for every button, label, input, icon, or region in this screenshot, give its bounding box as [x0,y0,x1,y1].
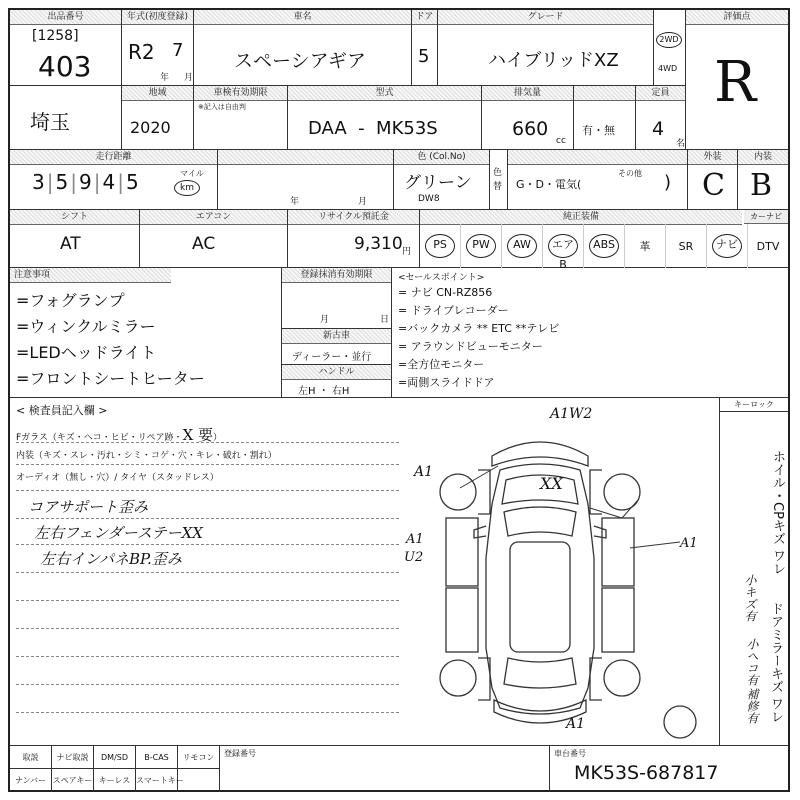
score-header: 評価点 [686,10,788,25]
inspector-note-1: コアサポート歪み [28,498,149,516]
wheel-rear-left [440,660,476,696]
diagram-mark-hood: XX [540,474,563,493]
registration-month: 月 [320,315,330,325]
chassis-number: MK53S-687817 [574,762,719,784]
auction-sheet [8,8,790,792]
recycle-header: リサイクル預託金 [288,210,419,225]
fuel-other: その他 [618,169,642,178]
sales-points-block [392,268,788,398]
diagram-mark-rear: A1 [566,716,586,732]
bottom-row [10,746,788,792]
mileage-digit: 5 [125,170,141,194]
recycle-cell [288,210,420,268]
dotted-line [16,490,399,491]
dealer-header: 新古車 [282,329,391,344]
equipment-item [543,224,584,271]
mileage-digit: 3 [32,170,47,194]
chassis-cell [550,746,788,792]
seats-header: 定員 [636,86,685,101]
seat-unit: 名 [676,139,686,149]
accessory-item: スペアキー [52,769,94,792]
mileage-digit: 5 [55,170,71,194]
sales-point-item: =両側スライドドア [398,376,495,389]
model-cell [288,86,482,150]
mileage-date-cell [218,150,394,210]
dotted-line [16,572,399,573]
equipment-item [666,224,707,268]
equipment-label: SR [678,239,694,253]
mileage-year-unit: 年 [290,197,300,207]
equipment-label: DTV [756,239,780,253]
keylock-vertical-1: ホイル・CPキズ ワレ [770,450,785,576]
diagram-mark-left-fender: A1 [414,464,434,480]
mileage-month-unit: 月 [358,197,368,207]
month: 7 [172,40,184,61]
diagram-mark-left-door: A1 [406,532,424,547]
feature-item: =フォグランプ [16,291,125,310]
fuel-close: ) [664,172,672,193]
left-front-door [446,518,478,586]
equipment-header: 純正装備 [420,210,742,225]
grade-cell [438,10,654,86]
diagram-mark-right: A1 [680,536,698,551]
equipment-item [584,224,625,268]
glass-close: ） [213,433,223,443]
dotted-line [16,464,399,465]
accessory-item: ナビ取説 [52,746,94,769]
mileage-date-header [218,150,393,165]
fuel-cell [508,150,688,210]
equipment-label: エアB [548,234,578,258]
score: R [714,50,757,115]
inspection-note: ※記入は自由判 [198,103,246,111]
mileage-cell [10,150,218,210]
displacement-header: 排気量 [482,86,573,101]
model-code: DAA - MK53S [308,118,438,139]
repaint-cell [490,150,508,210]
glass-text: Fガラス（キズ・ヘコ・ヒビ・リペア跡・ [16,433,183,443]
wheel-front-left [440,474,476,510]
interior-header: 内装 [738,150,788,165]
ac-header: エアコン [140,210,287,225]
right-front-door [602,518,634,586]
wheel-front-right [604,474,640,510]
diagram-mark-front: A1W2 [550,406,593,422]
door-count: 5 [418,46,430,67]
right-rear-door [602,588,634,652]
keylock-vertical-5: 補修有 [745,688,759,724]
recycle-fee: 9,310 [354,234,403,254]
sales-point-item: = アラウンドビューモニター [398,340,543,353]
registration-number-label: 登録番号 [224,749,256,758]
exterior-grade: C [702,168,725,203]
dotted-line [16,600,399,601]
equipment-item [707,224,748,268]
yes-no: 有・無 [582,124,615,137]
exterior-header: 外装 [688,150,737,165]
accessory-item: 取説 [10,746,52,769]
drive-cell [654,10,686,86]
accessory-item [178,769,220,792]
region-cell [10,86,122,150]
transmission-header: シフト [10,210,139,225]
equipment-label: ナビ [712,234,742,258]
equipment-item [420,224,461,268]
model-header: 型式 [288,86,481,101]
displacement: 660 [512,118,549,140]
interior-cell [738,150,788,210]
color-header: 色 (Col.No) [394,150,489,165]
inspector-note-3: 左右インパネBP.歪み [40,550,182,568]
handle-row [282,364,391,378]
feature-item: =LEDヘッドライト [16,343,157,362]
grade: ハイブリッドXZ [488,50,619,71]
transmission: AT [60,234,81,254]
lot-number: 403 [38,50,92,83]
sales-points-list [398,284,784,392]
registration-header: 登録抹消有効期限 [282,268,391,283]
inspection-header: 車検有効期限 [194,86,287,101]
sales-point-item: =バックカメラ ** ETC **テレビ [398,322,560,335]
diagram-mark-left-u2: U2 [404,550,424,565]
sales-point-item: = ドライブレコーダー [398,304,509,317]
features-header: 注意事項 [10,268,171,283]
equipment-item [748,224,788,268]
equipment-label: AW [507,234,537,258]
dotted-line [16,712,399,713]
door-cell [412,10,438,86]
drive-2wd: 2WD [656,32,682,48]
auction-number: [1258] [32,28,79,44]
displacement-cell [482,86,574,150]
registration-day: 日 [380,315,390,325]
glass-mark: X 要 [182,426,214,444]
score-cell [686,10,788,150]
color-cell [394,150,490,210]
mileage: 3|5|9|4|5 [32,170,141,194]
mileage-digit: 9 [78,170,94,194]
dealer-row [282,328,391,342]
fuel-header [508,150,687,165]
door-header: ドア [412,10,437,25]
equipment-label: PS [425,234,455,258]
right-mirror [594,526,606,538]
seats: 4 [652,118,665,140]
dotted-line [16,544,399,545]
year-unit: 年 [160,73,170,83]
accessory-item: B-CAS [136,746,178,769]
handle-header: ハンドル [282,365,391,380]
car-name-header: 車名 [194,10,411,25]
chassis-label: 車台番号 [554,749,586,758]
sales-point-item: = ナビ CN-RZ856 [398,286,493,299]
ac-cell [140,210,288,268]
seats-cell [636,86,686,150]
dotted-line [16,656,399,657]
equipment-item [502,224,543,268]
model-year: 2020 [130,118,171,137]
feature-item: =ウィンクルミラー [16,317,156,336]
fuel-options: G・D・電気( [516,178,582,191]
wheel-rear-right [604,660,640,696]
equipment-label: ABS [589,234,619,258]
car-diagram [390,408,690,744]
audio-line: オーディオ（無し・穴）/ タイヤ（スタッドレス） [16,473,219,483]
yen-unit: 円 [402,247,412,257]
interior-grade: B [750,168,773,203]
grade-header: グレード [438,10,653,25]
ac: AC [192,234,216,254]
keylock-vertical-2: 小キズ有 [743,574,757,622]
features-list [16,288,277,392]
accessory-item: スマートキー [136,769,178,792]
era: R2 [128,40,155,64]
navi-header: カーナビ [744,210,788,224]
car-name: スペーシアギア [234,50,366,72]
keylock-header: キーロック [720,398,788,412]
transmission-cell [10,210,140,268]
mileage-unit-mile: マイル [180,169,204,178]
dotted-line [16,442,399,443]
dotted-line [16,518,399,519]
handle-option: 左H ・ 右H [298,386,350,397]
keylock-vertical-4: 小ヘコ有 [745,638,759,686]
keylock-column [720,398,788,746]
cc-unit: cc [556,136,566,146]
equipment-label: PW [466,234,496,258]
accessory-item: DM/SD [94,746,136,769]
accessory-grid [10,746,220,792]
exterior-cell [688,150,738,210]
registration-block [282,268,392,398]
mileage-unit-km: km [174,180,200,196]
accessory-item: リモコン [178,746,220,769]
annotation-line [460,466,498,488]
mileage-header: 走行距離 [10,150,217,165]
accessory-item: ナンバー [10,769,52,792]
model-year-cell [122,86,194,150]
inspector-note-2: 左右フェンダーステーXX [34,524,203,542]
rear-window-shape [504,658,576,688]
registration-number-cell [220,746,550,792]
front-bumper-shape [492,442,588,466]
equipment-list [420,224,788,271]
features-block [10,268,282,398]
year-cell [122,10,194,86]
keylock-vertical-3: ドアミラーキズ ワレ [768,602,783,724]
dotted-line [16,628,399,629]
yes-no-cell [574,86,636,150]
inspection-cell [194,86,288,150]
inspector-area [10,398,720,746]
month-unit: 月 [184,73,194,83]
dealer-option: ディーラー・並行 [292,352,372,363]
left-rear-door [446,588,478,652]
annotation-line [630,542,680,548]
roof-shape [510,542,570,652]
color-code: DW8 [418,194,440,204]
region: 埼玉 [30,110,70,134]
dotted-line [16,684,399,685]
year-header: 年式(初度登録) [122,10,193,25]
lot-cell [10,10,122,86]
color: グリーン [404,173,472,193]
equipment-item [625,224,666,268]
spare-wheel [664,706,696,738]
interior-line: 内装（キズ・スレ・汚れ・シミ・コゲ・穴・キレ・破れ・割れ） [16,451,277,461]
sales-point-item: =全方位モニター [398,358,485,371]
region-header: 地域 [122,86,193,101]
car-name-cell [194,10,412,86]
feature-item: =フロントシートヒーター [16,369,205,388]
sales-points-title: <セールスポイント> [398,273,485,283]
equipment-label: 革 [639,240,651,253]
right-front-fender [590,470,602,514]
annotation-line [590,500,638,518]
left-mirror [474,526,486,538]
accessory-item: キーレス [94,769,136,792]
windshield-shape [504,507,576,536]
repaint-label: 色替 [493,168,503,192]
mileage-digit: 4 [102,170,118,194]
equipment-cell [420,210,788,271]
equipment-item [461,224,502,268]
drive-4wd: 4WD [658,64,678,73]
inspector-title: < 検査員記入欄 > [16,404,108,417]
lot-header: 出品番号 [10,10,121,25]
yes-no-header [574,86,635,101]
